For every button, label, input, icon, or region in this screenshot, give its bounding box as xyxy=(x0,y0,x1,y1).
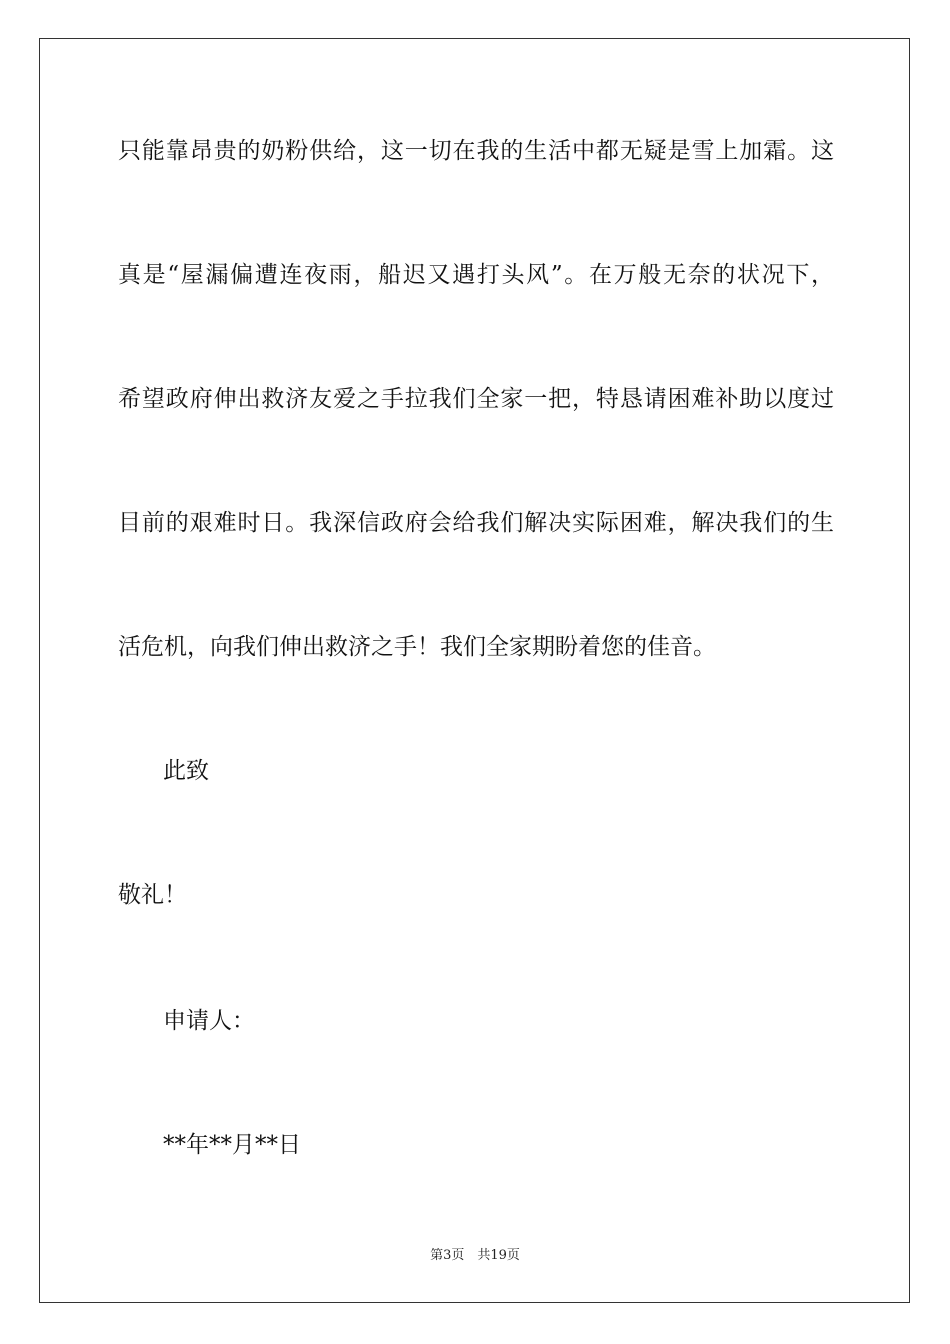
closing-phrase: 此致 xyxy=(163,758,209,784)
page-number-footer: 第3页 共19页 xyxy=(430,1248,520,1263)
page-border xyxy=(39,38,910,1303)
applicant-label: 申请人： xyxy=(163,1008,255,1034)
body-line-4: 目前的艰难时日。我深信政府会给我们解决实际困难，解决我们的生 xyxy=(118,510,834,536)
body-line-1: 只能靠昂贵的奶粉供给，这一切在我的生活中都无疑是雪上加霜。这 xyxy=(118,138,834,164)
body-line-2: 真是“屋漏偏遭连夜雨，船迟又遇打头风”。在万般无奈的状况下， xyxy=(118,262,834,288)
date-line: **年**月**日 xyxy=(163,1132,301,1158)
body-line-5: 活危机，向我们伸出救济之手！我们全家期盼着您的佳音。 xyxy=(118,634,716,660)
salutation: 敬礼！ xyxy=(118,882,187,908)
body-line-3: 希望政府伸出救济友爱之手拉我们全家一把，特恳请困难补助以度过 xyxy=(118,386,834,412)
